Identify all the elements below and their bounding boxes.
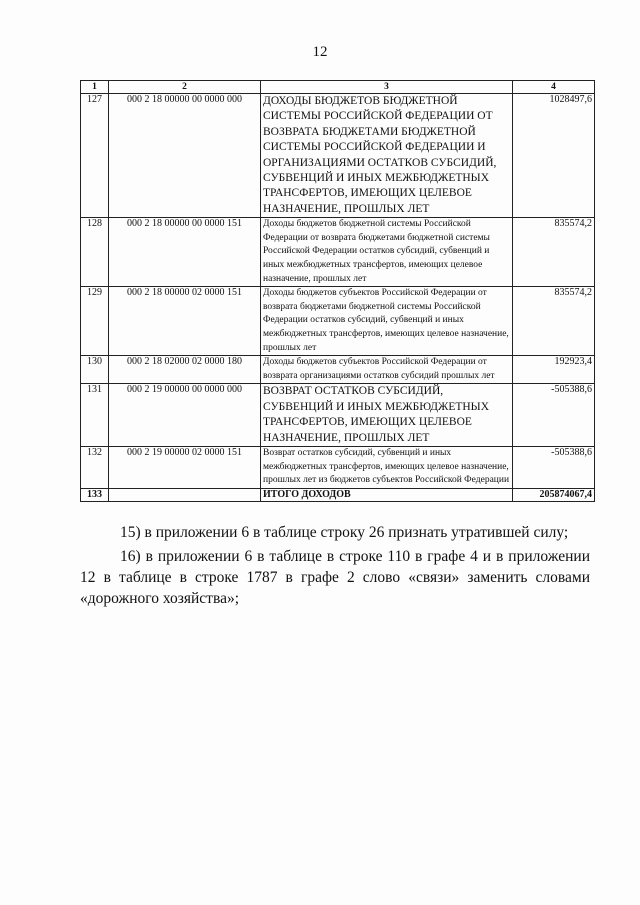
- income-name: Возврат остатков субсидий, субвенций и иных межбюджетных трансфертов, имеющих целевое назначение, прошлых лет из бюджетов субъектов Российской Федерации: [261, 447, 513, 489]
- income-name: Доходы бюджетов бюджетной системы Российской Федерации от возврата бюджетами бюджетной системы Российской Федерации остатков субсидий, субвенций и иных межбюджетных трансфертов, имеющих целевое назначение, прошлых лет: [261, 218, 513, 287]
- table-row: [81, 384, 595, 447]
- total-row: [81, 488, 595, 501]
- income-name: Доходы бюджетов субъектов Российской Федерации от возврата организациями остатков субсидий прошлых лет: [261, 356, 513, 384]
- page-number: 12: [312, 44, 328, 60]
- table-header-row: [81, 81, 595, 94]
- total-label: ИТОГО ДОХОДОВ: [261, 488, 513, 501]
- income-name: ДОХОДЫ БЮДЖЕТОВ БЮДЖЕТНОЙ СИСТЕМЫ РОССИЙСКОЙ ФЕДЕРАЦИИ ОТ ВОЗВРАТА БЮДЖЕТАМИ БЮДЖЕТНОЙ СИСТЕМЫ РОССИЙСКОЙ ФЕДЕРАЦИИ И ОРГАНИЗАЦИЯМИ ОСТАТКОВ СУБСИДИЙ, СУБВЕНЦИЙ И ИНЫХ МЕЖБЮДЖЕТНЫХ ТРАНСФЕРТОВ, ИМЕЮЩИХ ЦЕЛЕВОЕ НАЗНАЧЕНИЕ, ПРОШЛЫХ ЛЕТ: [261, 94, 513, 218]
- paragraph-15: 15) в приложении 6 в таблице строку 26 признать утратившей силу;: [120, 524, 569, 541]
- amount: 835574,2: [513, 287, 595, 356]
- header-col-3: 3: [261, 81, 513, 94]
- table-row: [81, 447, 595, 489]
- budget-code: 000 2 18 00000 02 0000 151: [109, 287, 261, 356]
- row-number: 131: [81, 384, 109, 447]
- income-table: [80, 80, 595, 502]
- budget-code: [109, 488, 261, 501]
- amount: -505388,6: [513, 447, 595, 489]
- row-number: 130: [81, 356, 109, 384]
- budget-code: 000 2 18 02000 02 0000 180: [109, 356, 261, 384]
- header-col-1: 1: [81, 81, 109, 94]
- paragraph-16: 16) в приложении 6 в таблице в строке 110 в графе 4 и в приложении 12 в таблице в строке 1787 в графе 2 слово «связи» заменить словами «дорожного хозяйства»;: [80, 548, 590, 607]
- row-number: 133: [81, 488, 109, 501]
- income-name: ВОЗВРАТ ОСТАТКОВ СУБСИДИЙ, СУБВЕНЦИЙ И ИНЫХ МЕЖБЮДЖЕТНЫХ ТРАНСФЕРТОВ, ИМЕЮЩИХ ЦЕЛЕВОЕ НАЗНАЧЕНИЕ, ПРОШЛЫХ ЛЕТ: [261, 384, 513, 447]
- row-number: 128: [81, 218, 109, 287]
- table-row: [81, 287, 595, 356]
- row-number: 129: [81, 287, 109, 356]
- table-row: [81, 94, 595, 218]
- amount: 1028497,6: [513, 94, 595, 218]
- header-col-2: 2: [109, 81, 261, 94]
- total-amount: 205874067,4: [513, 488, 595, 501]
- table-row: [81, 218, 595, 287]
- amount: -505388,6: [513, 384, 595, 447]
- budget-code: 000 2 18 00000 00 0000 151: [109, 218, 261, 287]
- amount: 835574,2: [513, 218, 595, 287]
- header-col-4: 4: [513, 81, 595, 94]
- budget-code: 000 2 19 00000 02 0000 151: [109, 447, 261, 489]
- table-row: [81, 356, 595, 384]
- amount: 192923,4: [513, 356, 595, 384]
- row-number: 127: [81, 94, 109, 218]
- income-name: Доходы бюджетов субъектов Российской Федерации от возврата бюджетами бюджетной системы Российской Федерации остатков субсидий, субвенций и иных межбюджетных трансфертов, имеющих целевое назначение, прошлых лет: [261, 287, 513, 356]
- budget-code: 000 2 19 00000 00 0000 000: [109, 384, 261, 447]
- budget-code: 000 2 18 00000 00 0000 000: [109, 94, 261, 218]
- row-number: 132: [81, 447, 109, 489]
